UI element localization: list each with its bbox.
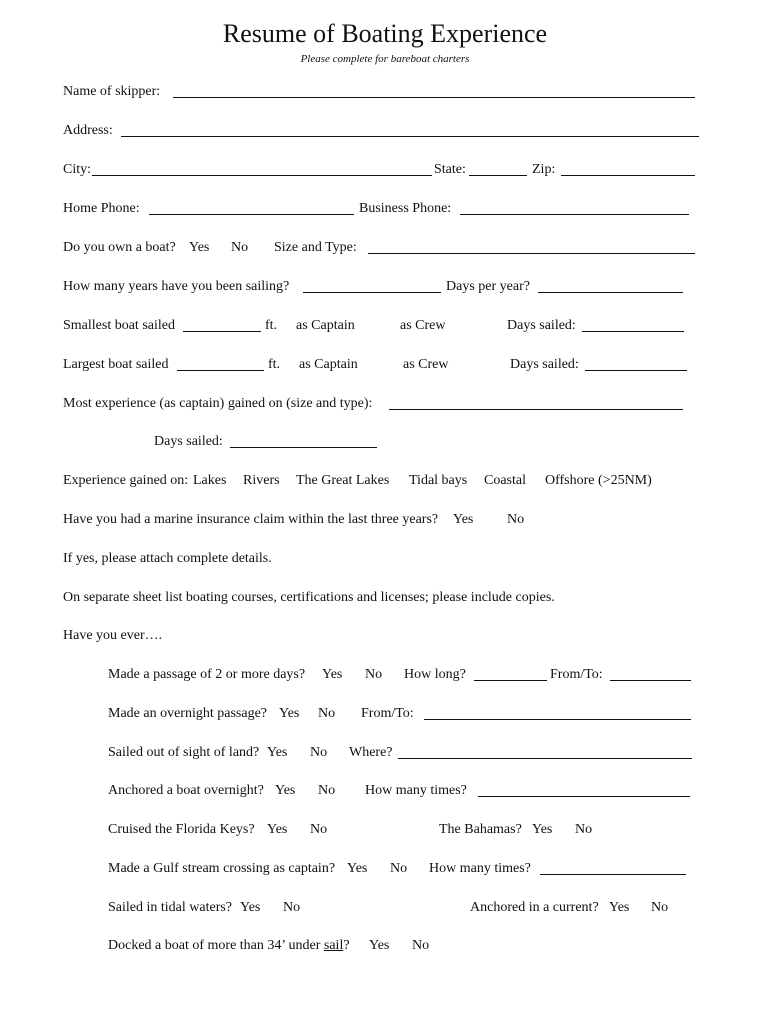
separate-sheet-note: On separate sheet list boating courses, certifications and licenses; please include copies. <box>63 590 555 605</box>
address-field[interactable] <box>121 136 699 137</box>
overnight-fromto-label: From/To: <box>361 706 414 721</box>
current-label: Anchored in a current? <box>470 900 599 915</box>
docked-yes[interactable]: Yes <box>369 938 390 953</box>
docked-question-mark: ? <box>343 938 350 953</box>
exp-great-lakes[interactable]: The Great Lakes <box>296 473 390 488</box>
gulf-label: Made a Gulf stream crossing as captain? <box>108 861 336 876</box>
home-phone-label: Home Phone: <box>63 201 140 216</box>
business-phone-field[interactable] <box>460 214 689 215</box>
years-field[interactable] <box>303 292 441 293</box>
passage-label: Made a passage of 2 or more days? <box>108 667 306 682</box>
anchored-times-field[interactable] <box>478 796 690 797</box>
largest-ft: ft. <box>268 357 281 372</box>
home-phone-field[interactable] <box>149 214 354 215</box>
years-label: How many years have you been sailing? <box>63 279 290 294</box>
size-type-label: Size and Type: <box>274 240 357 255</box>
most-experience-field[interactable] <box>389 409 683 410</box>
anchored-label: Anchored a boat overnight? <box>108 783 264 798</box>
own-boat-no[interactable]: No <box>231 240 249 255</box>
claim-yes[interactable]: Yes <box>453 512 474 527</box>
gulf-yes[interactable]: Yes <box>347 861 368 876</box>
sight-where-label: Where? <box>349 745 393 760</box>
sight-no[interactable]: No <box>310 745 328 760</box>
current-no[interactable]: No <box>651 900 669 915</box>
zip-label: Zip: <box>532 162 556 177</box>
exp-lakes[interactable]: Lakes <box>193 473 227 488</box>
most-experience-label: Most experience (as captain) gained on (size and type): <box>63 396 373 411</box>
largest-ft-field[interactable] <box>177 370 264 371</box>
exp-rivers[interactable]: Rivers <box>243 473 280 488</box>
passage-fromto-field[interactable] <box>610 680 691 681</box>
smallest-days-field[interactable] <box>582 331 684 332</box>
days-per-year-label: Days per year? <box>446 279 530 294</box>
size-type-field[interactable] <box>368 253 695 254</box>
claim-no[interactable]: No <box>507 512 525 527</box>
tidal-yes[interactable]: Yes <box>240 900 261 915</box>
largest-label: Largest boat sailed <box>63 357 169 372</box>
business-phone-label: Business Phone: <box>359 201 452 216</box>
passage-howlong-field[interactable] <box>474 680 547 681</box>
smallest-captain[interactable]: as Captain <box>296 318 355 333</box>
passage-howlong-label: How long? <box>404 667 466 682</box>
passage-no[interactable]: No <box>365 667 383 682</box>
largest-crew[interactable]: as Crew <box>403 357 449 372</box>
experience-label: Experience gained on: <box>63 473 189 488</box>
page-subtitle: Please complete for bareboat charters <box>300 53 470 65</box>
smallest-crew[interactable]: as Crew <box>400 318 446 333</box>
tidal-no[interactable]: No <box>283 900 301 915</box>
city-field[interactable] <box>92 175 432 176</box>
keys-yes[interactable]: Yes <box>267 822 288 837</box>
name-field[interactable] <box>173 97 695 98</box>
sight-where-field[interactable] <box>398 758 692 759</box>
exp-coastal[interactable]: Coastal <box>484 473 526 488</box>
passage-yes[interactable]: Yes <box>322 667 343 682</box>
have-you-ever-heading: Have you ever…. <box>63 628 163 643</box>
anchored-times-label: How many times? <box>365 783 467 798</box>
docked-no[interactable]: No <box>412 938 430 953</box>
sight-label: Sailed out of sight of land? <box>108 745 260 760</box>
anchored-no[interactable]: No <box>318 783 336 798</box>
smallest-ft-field[interactable] <box>183 331 261 332</box>
gulf-times-label: How many times? <box>429 861 531 876</box>
gulf-times-field[interactable] <box>540 874 686 875</box>
smallest-ft: ft. <box>265 318 278 333</box>
passage-fromto-label: From/To: <box>550 667 603 682</box>
exp-offshore[interactable]: Offshore (>25NM) <box>545 473 652 488</box>
largest-days-field[interactable] <box>585 370 687 371</box>
largest-captain[interactable]: as Captain <box>299 357 358 372</box>
page-title: Resume of Boating Experience <box>222 19 548 48</box>
overnight-yes[interactable]: Yes <box>279 706 300 721</box>
own-boat-yes[interactable]: Yes <box>189 240 210 255</box>
state-field[interactable] <box>469 175 527 176</box>
bahamas-yes[interactable]: Yes <box>532 822 553 837</box>
tidal-label: Sailed in tidal waters? <box>108 900 233 915</box>
most-days-field[interactable] <box>230 447 377 448</box>
overnight-label: Made an overnight passage? <box>108 706 267 721</box>
own-boat-label: Do you own a boat? <box>63 240 176 255</box>
sight-yes[interactable]: Yes <box>267 745 288 760</box>
anchored-yes[interactable]: Yes <box>275 783 296 798</box>
state-label: State: <box>434 162 466 177</box>
smallest-days-label: Days sailed: <box>507 318 576 333</box>
keys-no[interactable]: No <box>310 822 328 837</box>
current-yes[interactable]: Yes <box>609 900 630 915</box>
keys-label: Cruised the Florida Keys? <box>108 822 255 837</box>
docked-label-text: Docked a boat of more than 34’ under <box>108 938 321 953</box>
claim-label: Have you had a marine insurance claim within the last three years? <box>63 512 439 527</box>
gulf-no[interactable]: No <box>390 861 408 876</box>
docked-sail-word: sail <box>323 938 344 953</box>
most-days-label: Days sailed: <box>154 434 223 449</box>
bahamas-label: The Bahamas? <box>439 822 522 837</box>
exp-tidal-bays[interactable]: Tidal bays <box>409 473 468 488</box>
docked-label <box>108 938 350 954</box>
if-yes-note: If yes, please attach complete details. <box>63 551 272 566</box>
overnight-no[interactable]: No <box>318 706 336 721</box>
zip-field[interactable] <box>561 175 695 176</box>
smallest-label: Smallest boat sailed <box>63 318 175 333</box>
bahamas-no[interactable]: No <box>575 822 593 837</box>
largest-days-label: Days sailed: <box>510 357 579 372</box>
name-label: Name of skipper: <box>63 84 161 99</box>
address-label: Address: <box>63 123 113 138</box>
overnight-fromto-field[interactable] <box>424 719 691 720</box>
city-label: City: <box>63 162 92 177</box>
days-per-year-field[interactable] <box>538 292 683 293</box>
